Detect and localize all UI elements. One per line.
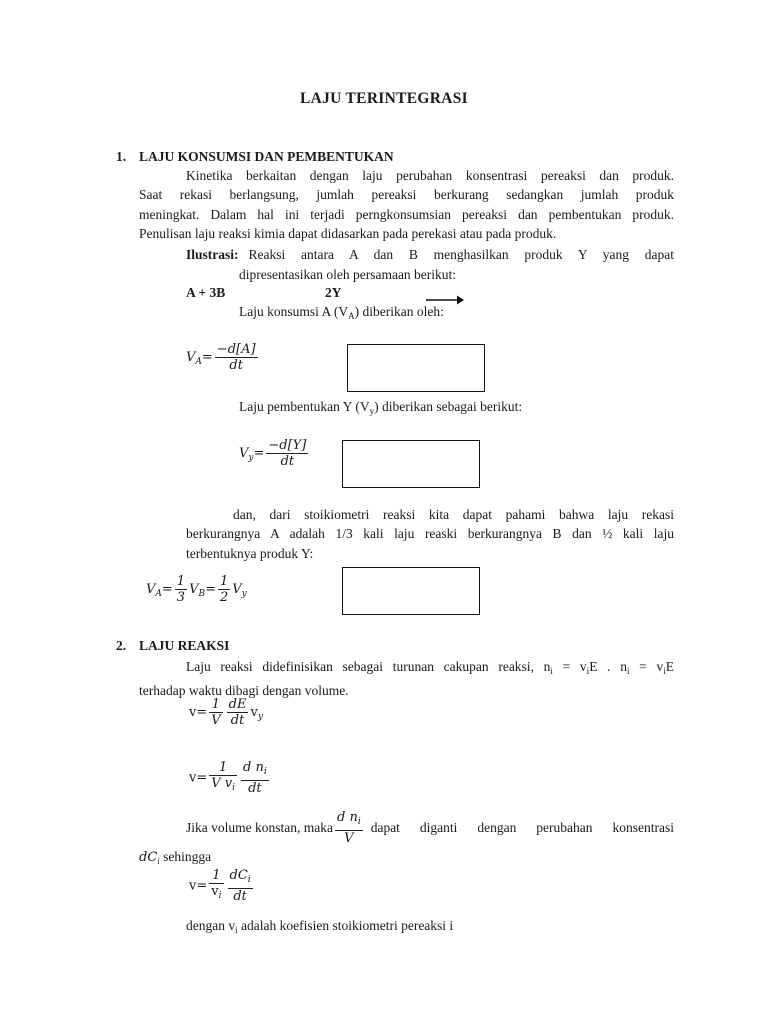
consumption-text [239, 304, 444, 321]
eq-numerator: 1 [176, 574, 186, 589]
eq-denominator: 2 [220, 590, 229, 605]
eq-symbol: V [186, 350, 196, 365]
final-sub: i [235, 925, 238, 935]
line1-text: E . n [589, 659, 627, 674]
para-line: Kinetika berkaitan dengan laju perubahan konsentrasi pereaksi dan produk. [186, 168, 674, 183]
line1-sub: i [550, 666, 553, 676]
ilustrasi-label: Ilustrasi: [186, 247, 239, 262]
eq-sub: y [248, 453, 254, 463]
eq-sub: i [263, 767, 267, 777]
eq-sub: y [257, 712, 263, 722]
eq-numerator: d n [243, 760, 264, 775]
eq-numerator: 1 [220, 574, 229, 589]
eq-numerator: d n [336, 810, 358, 825]
eq-denominator: dt [233, 889, 247, 904]
eq-sub: i [247, 875, 251, 885]
eq-numerator: −d[Y] [268, 438, 307, 453]
eq-symbol: v [250, 705, 258, 720]
dc-text: sehingga [159, 849, 212, 864]
line1-sub: i [586, 666, 590, 676]
line1-text: = v [552, 659, 587, 674]
consumption-text-post: ) diberikan oleh: [354, 304, 444, 319]
para-line: Penulisan laju reaksi kimia dapat didasarkan pada perekasi atau pada produk. [139, 226, 557, 242]
para-line: dan, dari stoikiometri reaksi kita dapat pahami bahwa laju rekasi [233, 507, 674, 522]
eq-symbol: V [189, 582, 199, 597]
para-line: berkurangnya A adalah 1/3 kali laju reaski berkurangnya B dan ½ kali laju [186, 526, 674, 542]
eq-denominator: V [211, 713, 221, 728]
eq-numerator: 1 [209, 868, 223, 884]
formation-sub: y [369, 406, 375, 416]
jika-text-post: dapat diganti dengan perubahan konsentrasi [370, 820, 674, 835]
equation-stoich: $V_A=$ $\frac{1}{3}$ $V_B=$ $\frac{1}{2}$ $V_y$ [146, 574, 247, 605]
eq-sub: y [241, 589, 247, 599]
dc-line [139, 849, 211, 866]
equation-va: $V_A=$ $\frac{-d[A]}{dt}$ [186, 342, 256, 373]
page-title: LAJU TERINTEGRASI [299, 90, 469, 107]
para-line: Saat rekasi berlangsung, jumlah pereaksi berkurang sedangkan jumlah produk [139, 187, 674, 203]
line1-sub: i [663, 666, 666, 676]
consumption-sub: A [348, 311, 355, 321]
eq-sub: A [195, 357, 202, 367]
final-text-post: adalah koefisien stoikiometri pereaksi i [237, 918, 454, 933]
eq-lhs: v= [189, 705, 208, 720]
eq-denominator: dt [229, 358, 243, 373]
formation-text [239, 399, 522, 416]
formation-text-pre: Laju pembentukan Y (V [239, 399, 370, 414]
line1-text: E [665, 659, 674, 674]
para-line: meningkat. Dalam hal ini terjadi perngkonsumsian pereaksi dan pembentukan produk. [139, 206, 674, 222]
para-line: terhadap waktu dibagi dengan volume. [139, 683, 349, 699]
section-1-paragraph [139, 166, 674, 244]
section-2-paragraph [139, 657, 674, 701]
para-line: terbentuknya produk Y: [186, 545, 314, 561]
answer-box-1[interactable] [347, 344, 485, 392]
eq-denominator: dt [230, 713, 245, 728]
eq-numerator: 1 [209, 760, 237, 776]
line1-sub: i [626, 666, 630, 676]
line1-text: = v [629, 659, 664, 674]
section-2-number: 2. [116, 638, 127, 653]
consumption-text-pre: Laju konsumsi A (V [239, 304, 349, 319]
ilustrasi-text: Reaksi antara A dan B menghasilkan produk Y yang dapat [248, 247, 674, 262]
final-line [186, 918, 453, 935]
eq-symbol: V [232, 582, 242, 597]
section-2-heading: LAJU REAKSI [139, 638, 230, 653]
eq-sub: B [198, 589, 206, 599]
eq-sub: A [155, 589, 162, 599]
eq-denominator: 3 [176, 590, 186, 605]
ilustrasi-text-2: dipresentasikan oleh persamaan berikut: [239, 267, 457, 282]
eq-sub: i [232, 783, 236, 793]
reaction-reactants: A + 3B [186, 285, 226, 300]
eq-lhs: v= [189, 770, 208, 786]
para-line [139, 657, 674, 681]
stoich-paragraph [186, 505, 674, 563]
equation-vy: $V_y=$ $\frac{-d[Y]}{dt}$ [239, 438, 307, 469]
eq-denominator: dt [280, 454, 295, 469]
section-1-number: 1. [116, 149, 127, 164]
equation-rate-1 [189, 697, 263, 728]
equation-rate-2 [189, 760, 271, 796]
ilustrasi-block [186, 245, 674, 264]
eq-lhs: v= [189, 878, 208, 894]
eq-denominator: V [344, 831, 354, 846]
answer-box-2[interactable] [342, 440, 480, 488]
section-1-heading: LAJU KONSUMSI DAN PEMBENTUKAN [139, 149, 394, 164]
eq-denominator: v [211, 884, 219, 899]
eq-sub: i [357, 817, 361, 827]
jika-fraction [335, 810, 363, 846]
eq-numerator: −d[A] [216, 342, 256, 357]
jika-text-pre: Jika volume konstan, maka [186, 820, 333, 835]
equation-rate-3 [189, 868, 255, 904]
answer-box-3[interactable] [342, 567, 480, 615]
eq-numerator: 1 [209, 697, 222, 713]
dc-sub: i [157, 856, 160, 866]
reaction-products: 2Y [325, 285, 342, 300]
eq-symbol: V [146, 582, 156, 597]
final-text-pre: dengan v [186, 918, 236, 933]
eq-denominator: dt [248, 781, 262, 796]
eq-denominator: V v [211, 776, 233, 791]
eq-sub: i [218, 891, 222, 901]
eq-numerator: dC [229, 868, 248, 883]
eq-numerator: dE [228, 697, 247, 712]
eq-symbol: V [239, 446, 249, 461]
jika-line [186, 810, 674, 846]
formation-text-post: ) diberikan sebagai berikut: [374, 399, 523, 414]
dc-symbol: dC [139, 850, 158, 865]
line1-text: Laju reaksi didefinisikan sebagai turunan cakupan reaksi, n [186, 659, 551, 674]
